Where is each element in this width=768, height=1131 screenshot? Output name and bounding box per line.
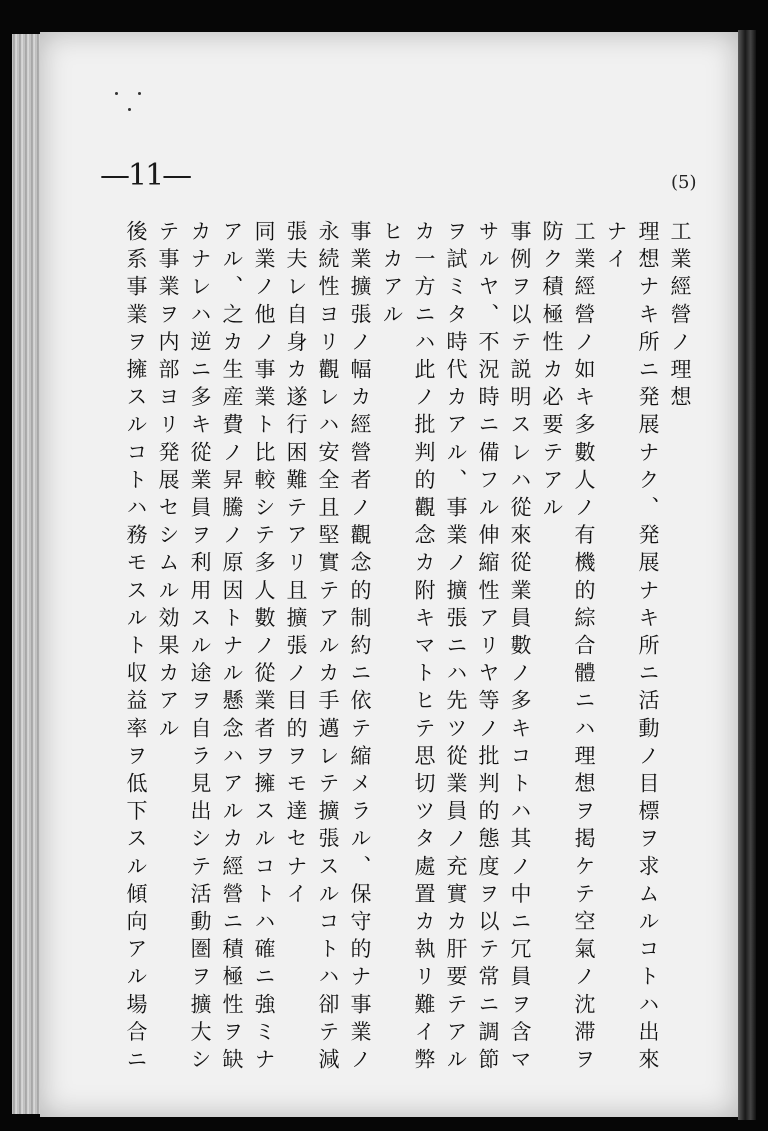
text-column: カ一方ニハ此ノ批判的觀念カ附キマトヒテ思切ツタ處置カ執リ難イ弊 bbox=[412, 220, 436, 1076]
scan-speck bbox=[128, 108, 131, 111]
text-column: 理想ナキ所ニ発展ナク、発展ナキ所ニ活動ノ目標ヲ求ムルコトハ出來 bbox=[636, 220, 660, 1076]
text-column: ナイ bbox=[604, 220, 628, 276]
text-column: 永続性ヨリ觀レハ安全且堅實テアルカ手邁レテ擴張スルコトハ卻テ減 bbox=[316, 220, 340, 1076]
scan-speck bbox=[115, 92, 118, 95]
text-column: ヒカアル bbox=[380, 220, 404, 331]
text-column: 工業經營ノ理想 bbox=[668, 220, 692, 414]
page-number: —11— bbox=[100, 158, 191, 193]
text-column: アル、之カ生産費ノ昇騰ノ原因トナル懸念ハアルカ經營ニ積極性ヲ缺 bbox=[220, 220, 244, 1076]
scan-speck bbox=[138, 92, 141, 95]
text-column: サルヤ、不況時ニ備フル伸縮性アリヤ等ノ批判的態度ヲ以テ常ニ調節 bbox=[476, 220, 500, 1076]
section-marker: (5) bbox=[671, 172, 697, 193]
text-column: 事業擴張ノ幅カ經營者ノ觀念的制約ニ依テ縮メラル、保守的ナ事業ノ bbox=[348, 220, 372, 1076]
text-column: 防ク積極性カ必要テアル bbox=[540, 220, 564, 524]
text-column: 工業經營ノ如キ多數人ノ有機的綜合體ニハ理想ヲ掲ケテ空氣ノ沈滞ヲ bbox=[572, 220, 596, 1076]
book-spine bbox=[738, 30, 756, 1120]
vertical-text-block bbox=[112, 220, 697, 1080]
text-column: テ事業ヲ内部ヨリ発展セシムル効果カアル bbox=[156, 220, 180, 745]
text-column: ヲ試ミタ時代カアル、事業ノ擴張ニハ先ツ從業員ノ充實カ肝要テアル bbox=[444, 220, 468, 1076]
text-column: 後系事業ヲ擁スルコトハ務モスルト収益率ヲ低下スル傾向アル場合ニ bbox=[124, 220, 148, 1076]
text-column: 同業ノ他ノ事業ト比較シテ多人數ノ從業者ヲ擁スルコトハ確ニ強ミナ bbox=[252, 220, 276, 1076]
text-column: 張夫レ自身カ遂行困難テアリ且擴張ノ目的ヲモ達セナイ bbox=[284, 220, 308, 910]
text-column: 事例ヲ以テ説明スレハ從來從業員數ノ多キコトハ其ノ中ニ冗員ヲ含マ bbox=[508, 220, 532, 1076]
text-column: カナレハ逆ニ多キ從業員ヲ利用スル途ヲ自ラ見出シテ活動圏ヲ擴大シ bbox=[188, 220, 212, 1076]
